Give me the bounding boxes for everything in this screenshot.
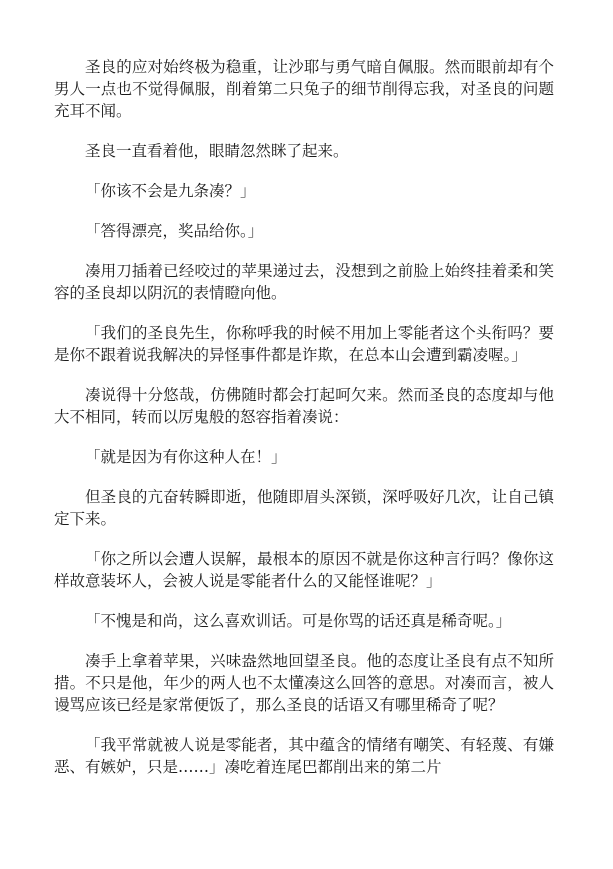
paragraph: 凑说得十分悠哉，仿佛随时都会打起呵欠来。然而圣良的态度却与他大不相同，转而以厉鬼般的怒容指着凑说： [54, 386, 554, 426]
paragraph: 凑用刀插着已经咬过的苹果递过去，没想到之前脸上始终挂着柔和笑容的圣良却以阴沉的表情瞪向他。 [54, 262, 554, 302]
paragraph: 「不愧是和尚，这么喜欢训话。可是你骂的话还真是稀奇呢。」 [85, 612, 512, 630]
paragraph: 「我们的圣良先生，你称呼我的时候不用加上零能者这个头衔吗？要是你不跟着说我解决的异怪事件都是诈欺，在总本山会遭到霸凌喔。」 [54, 324, 554, 364]
paragraph: 「你该不会是九条凑？」 [85, 182, 256, 200]
paragraph: 圣良一直看着他，眼睛忽然眯了起来。 [85, 142, 349, 160]
paragraph: 「我平常就被人说是零能者，其中蕴含的情绪有嘲笑、有轻蔑、有嫌恶、有嫉妒，只是……」凑吃着连尾巴都削出来的第二片 [54, 736, 554, 776]
paragraph: 「你之所以会遭人误解，最根本的原因不就是你这种言行吗？像你这样故意装坏人，会被人说是零能者什么的又能怪谁呢？」 [54, 550, 554, 590]
paragraph: 凑手上拿着苹果，兴味盎然地回望圣良。他的态度让圣良有点不知所措。不只是他，年少的两人也不太懂凑这么回答的意思。对凑而言，被人谩骂应该已经是家常便饭了，那么圣良的话语又有哪里稀奇了呢？ [54, 652, 554, 714]
paragraph: 「就是因为有你这种人在！」 [85, 448, 287, 466]
paragraph: 但圣良的亢奋转瞬即逝，他随即眉头深锁，深呼吸好几次，让自己镇定下来。 [54, 488, 554, 528]
paragraph: 「答得漂亮，奖品给你。」 [85, 222, 264, 240]
text-body [54, 56, 554, 778]
paragraph: 圣良的应对始终极为稳重，让沙耶与勇气暗自佩服。然而眼前却有个男人一点也不觉得佩服，削着第二只兔子的细节削得忘我，对圣良的问题充耳不闻。 [54, 58, 554, 120]
